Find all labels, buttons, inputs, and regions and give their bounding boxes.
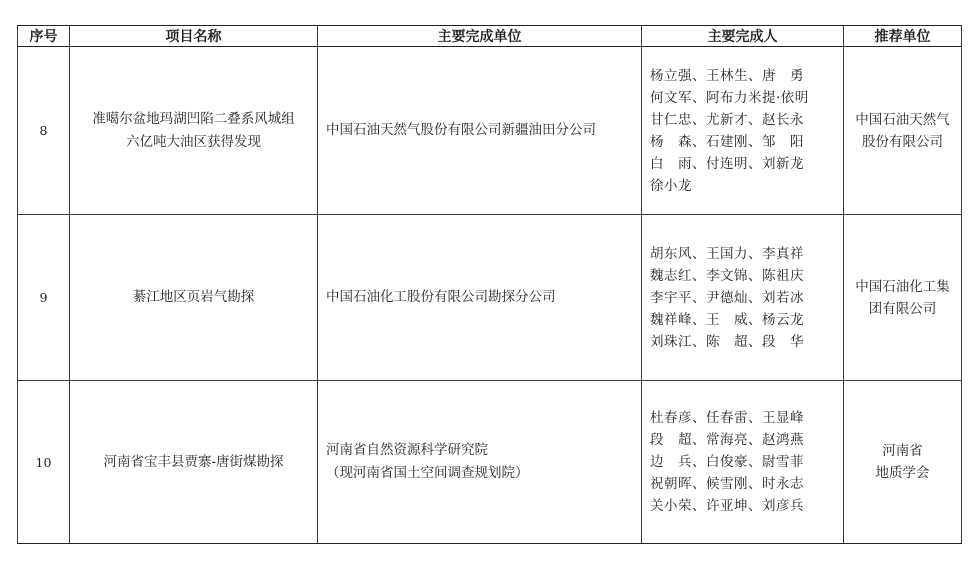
unit-line: 中国石油化工股份有限公司勘探分公司 [326,289,556,305]
person-line: 徐小龙 [650,177,692,194]
awards-table [17,25,962,544]
recommender-line: 地质学会 [875,465,930,481]
cell-completers [642,381,844,544]
project-name-line: 河南省宝丰县贾寨-唐街煤勘探 [103,453,284,470]
cell-seq: 10 [18,381,70,544]
project-name-line: 六亿吨大油区获得发现 [126,133,261,150]
person-line: 杨立强、王林生、唐 勇 [650,67,804,84]
cell-seq: 8 [18,47,70,215]
person-line: 段 超、常海亮、赵鸿燕 [650,432,804,448]
header-completers: 主要完成人 [642,26,844,47]
person-line: 杜春彦、任春雷、王显峰 [650,410,804,426]
cell-completers [642,215,844,381]
person-line: 白 雨、付连明、刘新龙 [650,155,804,172]
person-line: 关小荣、许亚坤、刘彦兵 [650,498,804,514]
header-completion-unit: 主要完成单位 [318,26,642,47]
unit-line: 中国石油天然气股份有限公司新疆油田分公司 [326,122,596,138]
cell-project-name [70,47,318,215]
project-name-line: 准噶尔盆地玛湖凹陷二叠系风城组 [92,110,295,127]
person-line: 何文军、阿布力米提·依明 [650,89,809,106]
person-line: 祝朝晖、候雪刚、时永志 [650,476,804,492]
cell-completers [642,47,844,215]
cell-completion-unit [318,47,642,215]
cell-project-name [70,215,318,381]
cell-recommending-unit [844,215,962,381]
header-recommending-unit: 推荐单位 [844,26,962,47]
cell-recommending-unit [844,47,962,215]
recommender-line: 河南省 [882,443,923,459]
person-line: 边 兵、白俊豪、尉雪菲 [650,454,804,470]
header-seq: 序号 [18,26,70,47]
person-line: 刘珠江、陈 超、段 华 [650,333,804,350]
cell-completion-unit [318,381,642,544]
header-project-name: 项目名称 [70,26,318,47]
cell-completion-unit [318,215,642,381]
recommender-text: 中国石油天然气股份有限公司 [855,111,950,150]
person-line: 杨 森、石建刚、邹 阳 [650,133,804,150]
table-row [18,381,962,544]
unit-line: （现河南省国土空间调查规划院） [326,465,529,481]
project-name-line: 綦江地区页岩气勘探 [132,289,255,305]
cell-seq: 9 [18,215,70,381]
cell-recommending-unit [844,381,962,544]
person-line: 李宇平、尹德灿、刘若冰 [650,289,804,306]
person-line: 胡东风、王国力、李真祥 [650,245,804,262]
cell-project-name [70,381,318,544]
person-line: 魏志红、李文锦、陈祖庆 [650,267,804,284]
recommender-text: 中国石油化工集团有限公司 [855,278,950,317]
table-row [18,215,962,381]
person-line: 甘仁忠、尤新才、赵长永 [650,111,804,128]
table-row [18,47,962,215]
person-line: 魏祥峰、王 威、杨云龙 [650,311,804,328]
header-row [18,26,962,47]
unit-line: 河南省自然资源科学研究院 [326,442,488,458]
